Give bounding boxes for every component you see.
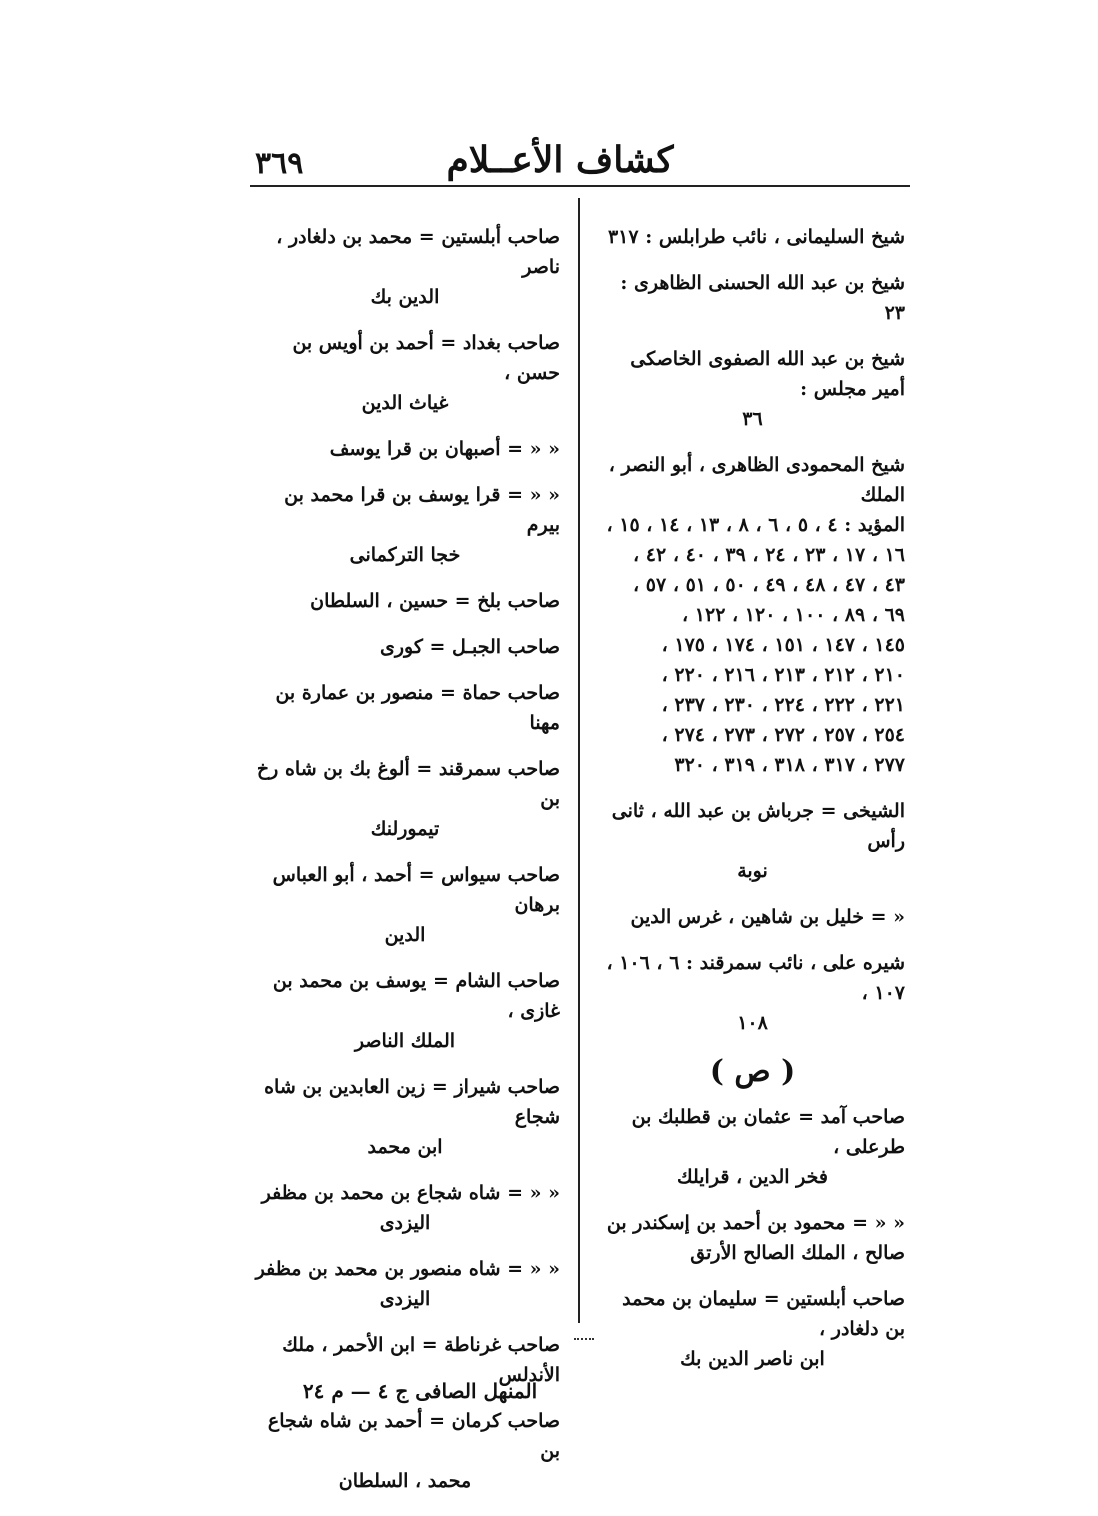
index-entry xyxy=(250,632,560,662)
index-entry-line: « « = شاه منصور بن محمد بن مظفر xyxy=(255,1258,560,1280)
column-divider xyxy=(578,198,580,1323)
index-entry-line: صاحب الجبـل = كورى xyxy=(379,636,560,658)
index-entry-line: ١٤٥ ، ١٤٧ ، ١٥١ ، ١٧٤ ، ١٧٥ ، xyxy=(661,634,905,656)
index-entry xyxy=(250,1178,560,1238)
index-entry xyxy=(600,1208,905,1268)
index-entry xyxy=(600,268,905,328)
index-column-right xyxy=(600,222,905,1390)
index-entry xyxy=(600,344,905,434)
index-entry xyxy=(600,948,905,1038)
index-entry-line: صاحب غرناطة = ابن الأحمر ، ملك الأندلس xyxy=(282,1334,560,1386)
index-entry-line: الدين xyxy=(384,924,426,946)
index-entry-line: صاحب سمرقند = ألوغ بك بن شاه رخ بن xyxy=(256,758,560,810)
header-rule xyxy=(250,185,910,187)
index-entry-line: ابن ناصر الدين بك xyxy=(680,1348,825,1370)
index-entry-line: صاحب كرمان = أحمد بن شاه شجاع بن xyxy=(267,1410,560,1462)
index-entry xyxy=(600,902,905,932)
index-entry-line: ٢١٠ ، ٢١٢ ، ٢١٣ ، ٢١٦ ، ٢٢٠ ، xyxy=(661,664,905,686)
letter-heading: ( ص ) xyxy=(709,1054,796,1089)
index-entry-line: ابن محمد xyxy=(367,1136,443,1158)
index-entry-line: صاحب آمد = عثمان بن قطلبك بن طرعلى ، xyxy=(631,1106,905,1158)
index-entry xyxy=(600,1284,905,1374)
index-entry-line: شيخ بن عبد الله الحسنى الظاهرى : ٢٣ xyxy=(620,272,905,324)
index-entry-line: اليزدى xyxy=(379,1212,431,1234)
index-entry-line: ٦٩ ، ٨٩ ، ١٠٠ ، ١٢٠ ، ١٢٢ ، xyxy=(682,604,905,626)
index-entry-line: صاحب حماة = منصور بن عمارة بن مهنا xyxy=(275,682,560,734)
index-entry-line: صاحب أبلستين = سليمان بن محمد بن دلغادر ، xyxy=(622,1288,905,1340)
index-entry-line: شيره على ، نائب سمرقند : ٦ ، ١٠٦ ، ١٠٧ ، xyxy=(606,952,905,1004)
page-title: كشاف الأعــلام xyxy=(446,139,674,181)
index-entry-line: ٤٣ ، ٤٧ ، ٤٨ ، ٤٩ ، ٥٠ ، ٥١ ، ٥٧ ، xyxy=(633,574,905,596)
index-entry-line: شيخ السليمانى ، نائب طرابلس : ٣١٧ xyxy=(607,226,905,248)
index-entry-line: صاحب أبلستين = محمد بن دلغادر ، ناصر xyxy=(276,226,560,278)
index-entry-line: ١٠٨ xyxy=(737,1012,768,1034)
index-entry-line: « « = قرا يوسف بن قرا محمد بن بيرم xyxy=(284,484,560,536)
index-entry xyxy=(600,450,905,780)
index-entry-line: « = خليل بن شاهين ، غرس الدين xyxy=(630,906,905,928)
page-footer: المنهل الصافى ج ٤ — م ٢٤ xyxy=(302,1379,538,1403)
index-entry-line: الدين بك xyxy=(370,286,440,308)
index-entry-line: « « = محمود بن أحمد بن إسكندر بن xyxy=(606,1212,905,1234)
index-entry-line: صاحب بلخ = حسين ، السلطان xyxy=(310,590,560,612)
index-entry-line: صاحب الشام = يوسف بن محمد بن غازى ، xyxy=(272,970,560,1022)
index-entry-line: غياث الدين xyxy=(361,392,449,414)
index-entry-line: تيمورلنك xyxy=(370,818,440,840)
index-entry xyxy=(250,586,560,616)
index-entry-line: صالح ، الملك الصالح الأرتق xyxy=(690,1242,905,1264)
index-entry-line: محمد ، السلطان xyxy=(338,1470,472,1492)
index-entry-line: ٢٢١ ، ٢٢٢ ، ٢٢٤ ، ٢٣٠ ، ٢٣٧ ، xyxy=(661,694,905,716)
index-entry-line: اليزدى xyxy=(379,1288,431,1310)
index-entry xyxy=(250,222,560,312)
index-entry-line: « « = أصبهان بن قرا يوسف xyxy=(329,438,560,460)
index-entry xyxy=(600,222,905,252)
index-entry-line: شيخ بن عبد الله الصفوى الخاصكى أمير مجلس : xyxy=(630,348,905,400)
index-entry xyxy=(250,678,560,738)
index-column-left xyxy=(250,222,560,1512)
index-entry-line: صاحب شيراز = زين العابدين بن شاه شجاع xyxy=(264,1076,560,1128)
index-entry xyxy=(250,1406,560,1496)
index-entry-line: صاحب سيواس = أحمد ، أبو العباس برهان xyxy=(272,864,560,916)
index-entry-line: خجا التركمانى xyxy=(349,544,461,566)
index-entry xyxy=(600,1102,905,1192)
index-entry xyxy=(600,796,905,886)
page-number: ٣٦٩ xyxy=(255,146,304,181)
footer-mark xyxy=(574,1338,594,1340)
index-entry xyxy=(250,434,560,464)
index-entry xyxy=(250,1072,560,1162)
index-entry xyxy=(250,1254,560,1314)
index-entry-line: المؤيد : ٤ ، ٥ ، ٦ ، ٨ ، ١٣ ، ١٤ ، ١٥ ، xyxy=(606,514,905,536)
index-entry-line: صاحب بغداد = أحمد بن أويس بن حسن ، xyxy=(292,332,560,384)
index-entry xyxy=(250,754,560,844)
index-entry-line: نوبة xyxy=(737,860,768,882)
index-entry-line: ٢٥٤ ، ٢٥٧ ، ٢٧٢ ، ٢٧٣ ، ٢٧٤ ، xyxy=(661,724,905,746)
index-entry-line: الملك الناصر xyxy=(354,1030,456,1052)
index-entry xyxy=(250,328,560,418)
index-entry-line: شيخ المحمودى الظاهرى ، أبو النصر ، الملك xyxy=(608,454,905,506)
index-entry-line: ١٦ ، ١٧ ، ٢٣ ، ٢٤ ، ٣٩ ، ٤٠ ، ٤٢ ، xyxy=(633,544,905,566)
index-entry-line: « « = شاه شجاع بن محمد بن مظفر xyxy=(261,1182,560,1204)
index-entry xyxy=(250,966,560,1056)
index-entry xyxy=(250,480,560,570)
index-entry-line: ٢٧٧ ، ٣١٧ ، ٣١٨ ، ٣١٩ ، ٣٢٠ xyxy=(674,754,905,776)
index-entry-line: ٣٦ xyxy=(742,408,763,430)
index-entry xyxy=(250,860,560,950)
index-entry-line: الشيخى = جرباش بن عبد الله ، ثانى رأس xyxy=(611,800,905,852)
index-entry-line: فخر الدين ، قرايلك xyxy=(676,1166,829,1188)
